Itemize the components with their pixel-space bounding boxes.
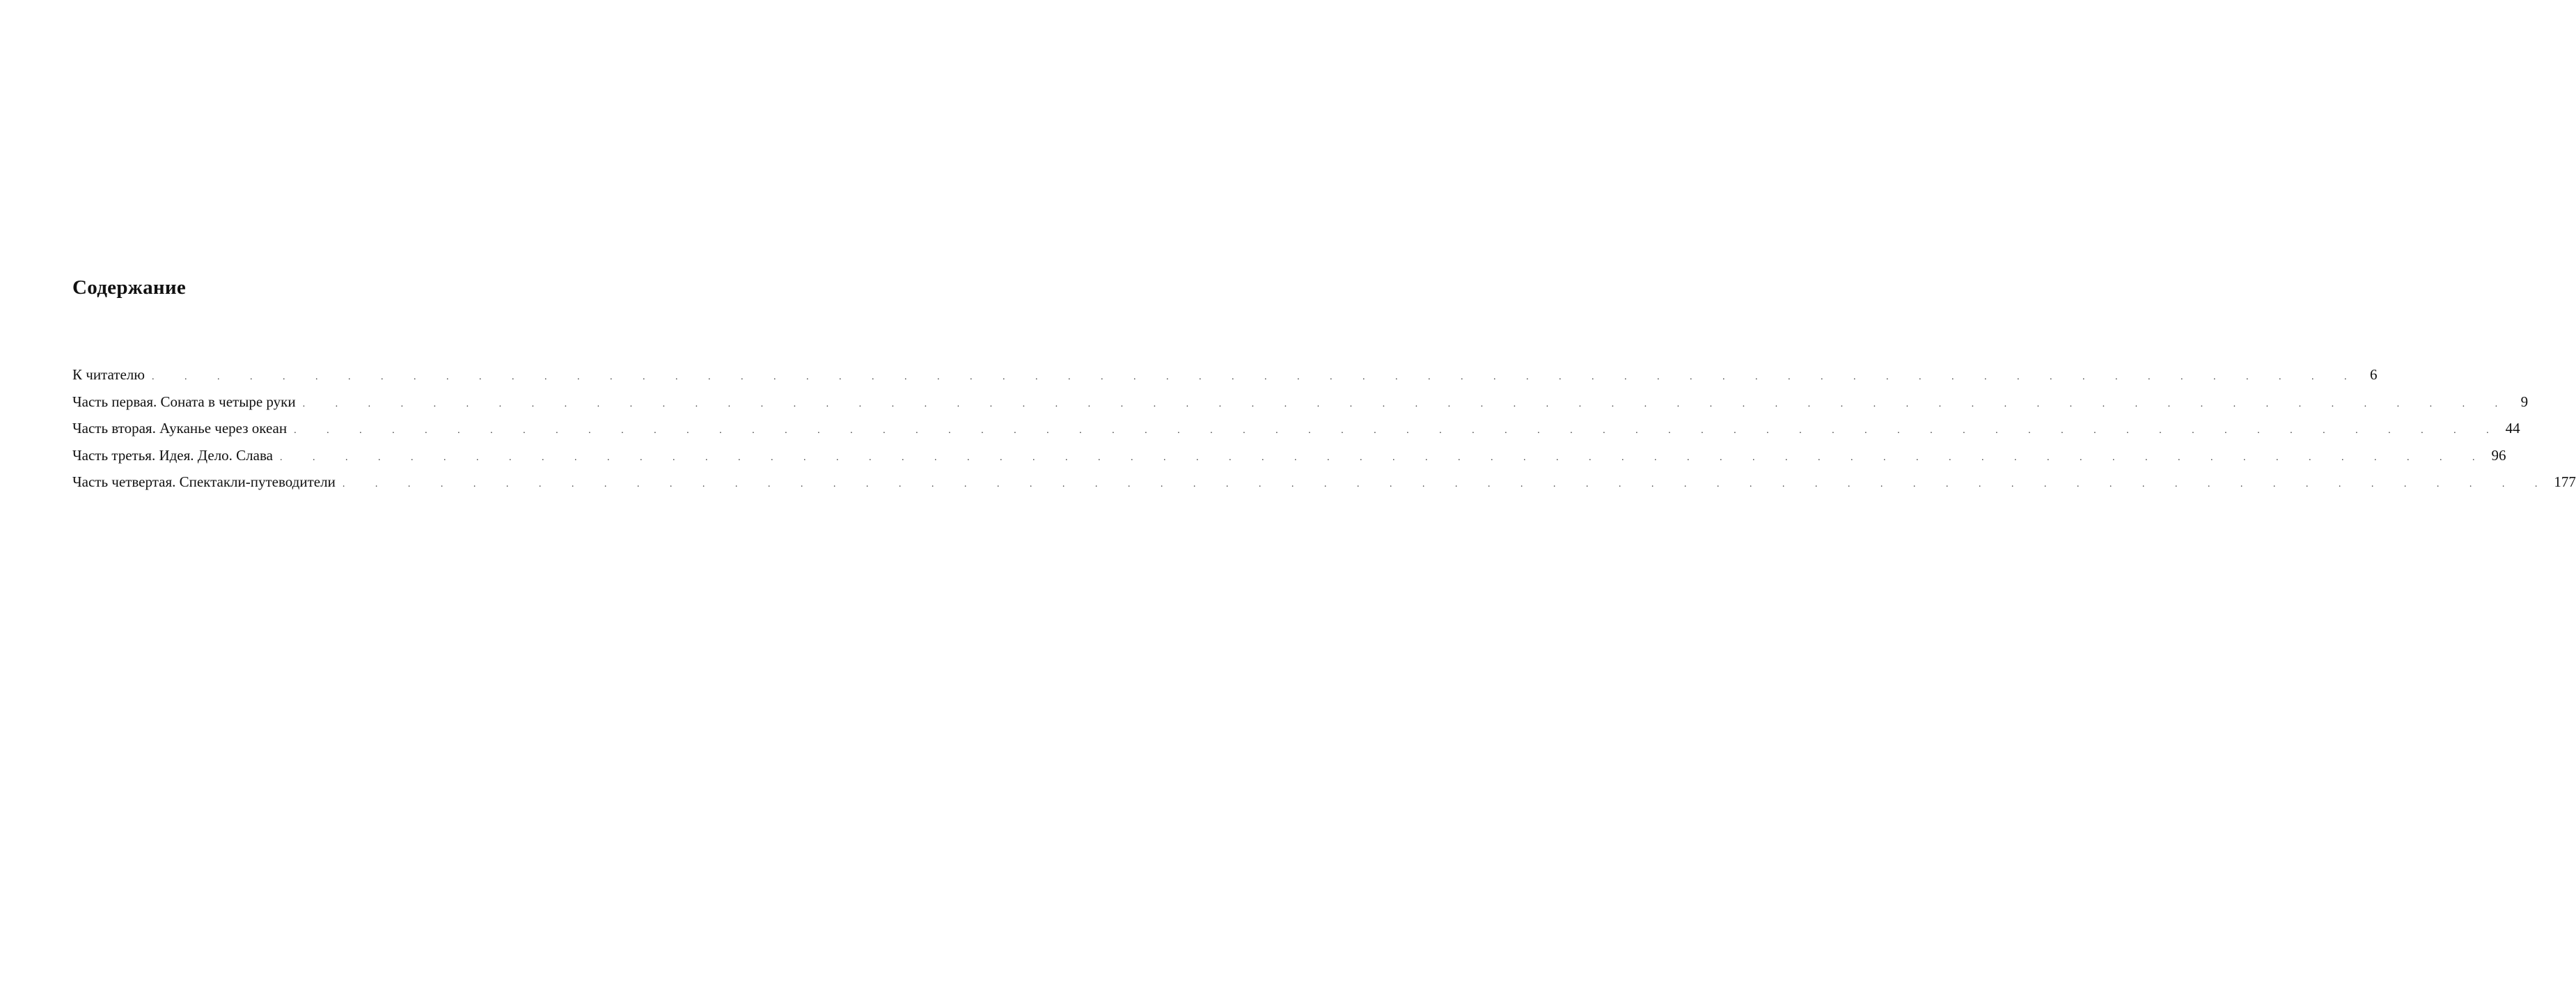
toc-entry[interactable] — [72, 442, 2506, 469]
toc-entry-title: Часть первая. Соната в четыре руки — [72, 393, 296, 410]
toc-entry-title: Часть четвертая. Спектакли-путеводители — [72, 473, 336, 490]
toc-entry-title: Часть третья. Идея. Дело. Слава — [72, 446, 273, 464]
toc-page-number: 6 — [2369, 366, 2378, 383]
toc-dot-leader: . . . . . . . . . . . . . . . . . . . . . . . . . . . . . . . . . . . . . . . . . . . . . . . . . . . . . . . . . . . . . . . . . . . . — [294, 425, 2503, 436]
page-title: Содержание — [72, 276, 187, 299]
toc-entry[interactable] — [72, 388, 2529, 416]
toc-dot-leader: . . . . . . . . . . . . . . . . . . . . . . . . . . . . . . . . . . . . . . . . . . . . . . . . . . . . . . . . . . . . . . . . . . . . — [302, 398, 2512, 409]
toc-page-number: 44 — [2505, 420, 2520, 437]
toc-entry[interactable] — [72, 415, 2520, 442]
toc-entry-title: Часть вторая. Ауканье через океан — [72, 420, 288, 437]
toc-page-number: 9 — [2520, 393, 2529, 410]
toc-page-number: 177 — [2554, 473, 2576, 490]
table-of-contents — [72, 361, 2576, 496]
toc-entry[interactable] — [72, 361, 2378, 388]
toc-dot-leader: . . . . . . . . . . . . . . . . . . . . . . . . . . . . . . . . . . . . . . . . . . . . . . . . . . . . . . . . . . . . . . . . . . . . — [279, 452, 2489, 463]
toc-page-number: 96 — [2491, 446, 2506, 464]
toc-entry[interactable] — [72, 469, 2576, 496]
toc-entry-title: К читателю — [72, 366, 145, 383]
toc-dot-leader: . . . . . . . . . . . . . . . . . . . . . . . . . . . . . . . . . . . . . . . . . . . . . . . . . . . . . . . . . . . . . . . . . . . . — [151, 372, 2361, 382]
toc-dot-leader: . . . . . . . . . . . . . . . . . . . . . . . . . . . . . . . . . . . . . . . . . . . . . . . . . . . . . . . . . . . . . . . . . . . . — [342, 479, 2552, 489]
